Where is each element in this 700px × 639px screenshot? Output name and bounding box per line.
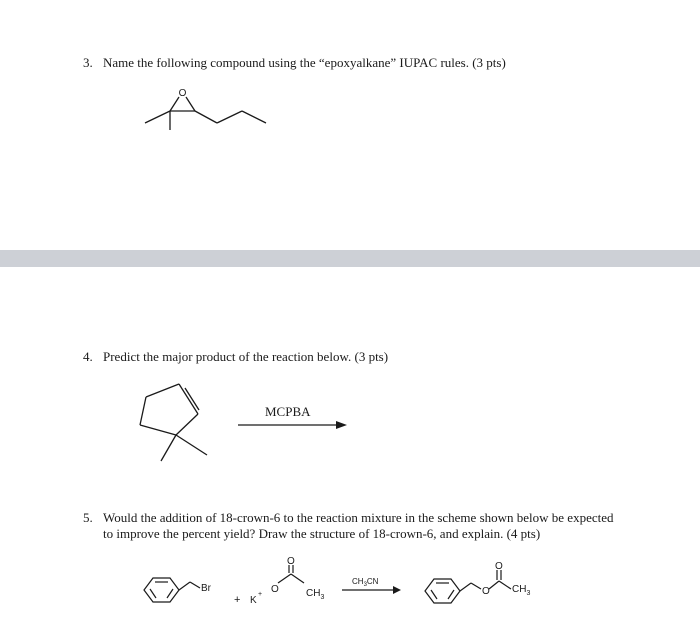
reagent-label: MCPBA — [265, 404, 311, 419]
acetate-o-c-bond — [278, 574, 291, 583]
product-carbonyl-oxygen: O — [495, 561, 503, 572]
ring-bond-3 — [176, 414, 198, 435]
methyl-bond-2 — [176, 435, 207, 455]
product-benzylic-bond — [460, 583, 471, 591]
cyclopentene-structure — [135, 375, 225, 470]
potassium-charge: + — [258, 591, 263, 598]
question-4-number: 4. — [83, 349, 93, 364]
question-5-number: 5. — [83, 510, 93, 525]
product-ester-oxygen: O — [482, 586, 490, 597]
ring-double-bond — [185, 388, 199, 410]
question-4-text: Predict the major product of the reaction below. (3 pts) — [103, 349, 389, 364]
ring-bond-5 — [140, 397, 146, 425]
product-o-c-bond — [489, 581, 499, 589]
methyl-bond — [161, 435, 176, 461]
bond-epoxide-right — [186, 97, 195, 111]
reaction-arrow — [236, 419, 348, 431]
solvent-label: $CH_3CN$ — [352, 577, 379, 588]
epoxide-oxygen-label: O — [178, 88, 187, 99]
acetate-methyl-label: $CH_3$ — [306, 588, 325, 601]
epoxide-structure — [130, 80, 290, 150]
product-c-ch3-bond — [499, 581, 511, 589]
plus-sign: + — [234, 594, 241, 606]
product-methyl-label: $CH_3$ — [512, 584, 531, 597]
c-br-bond — [190, 582, 200, 588]
bond-chain-2 — [217, 111, 242, 123]
bond-chain-1 — [195, 111, 217, 123]
bromine-label: Br — [201, 583, 211, 594]
bond-methyl-left — [145, 111, 170, 123]
ring-bond-4 — [140, 425, 176, 435]
scheme-arrow-head — [393, 586, 401, 594]
ring-bond-1 — [146, 384, 179, 397]
page-divider — [0, 250, 700, 267]
crown-ether-scheme — [0, 550, 700, 630]
bond-epoxide-left — [170, 97, 179, 111]
acetate-oxygen-label: O — [271, 584, 279, 595]
question-3-number: 3. — [83, 55, 93, 70]
product-o-bond — [471, 583, 481, 589]
acetate-carbonyl-oxygen: O — [287, 556, 295, 567]
page-section-top — [0, 0, 700, 250]
ring-bond-2 — [179, 384, 198, 414]
acetate-c-ch3-bond — [291, 574, 304, 583]
benzylic-bond — [179, 582, 190, 590]
bond-chain-3 — [242, 111, 266, 123]
question-3-text: Name the following compound using the “epoxyalkane” IUPAC rules. (3 pts) — [103, 55, 506, 70]
question-5-text: Would the addition of 18-crown-6 to the reaction mixture in the scheme shown below be expected to improve the percent yield? Draw the structure of 18-crown-6, and explain. (4 pts) — [103, 510, 614, 541]
potassium-label: K — [250, 595, 257, 606]
